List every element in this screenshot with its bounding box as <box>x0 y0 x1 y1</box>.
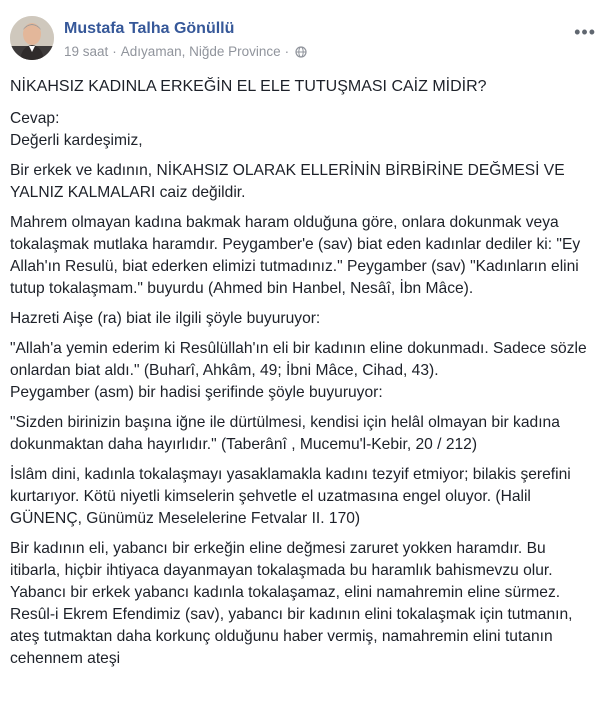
post-location[interactable]: Adıyaman, Niğde Province <box>120 44 281 59</box>
paragraph-quote-biat: "Allah'a yemin ederim ki Resûlüllah'ın eli bir kadının eline dokunmadı. Sadece sözle onlardan biat aldı." (Buharî, Ahkâm, 49; İbni Mâce, Cihad, 43). Peygamber (asm) bir hadisi şerifinde şöyle buyuruyor: <box>10 340 587 401</box>
paragraph-answer: Cevap: Değerli kardeşimiz, <box>10 110 143 149</box>
post-meta <box>64 44 307 59</box>
post-title: NİKAHSIZ KADINLA ERKEĞİN EL ELE TUTUŞMASI CAİZ MİDİR? <box>10 78 487 95</box>
avatar[interactable] <box>10 16 54 60</box>
author-name[interactable]: Mustafa Talha Gönüllü <box>64 20 235 37</box>
paragraph-ruling: Bir erkek ve kadının, NİKAHSIZ OLARAK ELLERİNİN BİRBİRİNE DEĞMESİ VE YALNIZ KALMALARI caiz değildir. <box>10 162 565 201</box>
paragraph-hadith: "Sizden birinizin başına iğne ile dürtülmesi, kendisi için helâl olmayan bir kadına dokunmaktan daha hayırlıdır." (Taberânî , Mucemu'l-Kebir, 20 / 212) <box>10 414 560 453</box>
post-time[interactable]: 19 saat <box>64 44 109 59</box>
paragraph-haram: Bir kadının eli, yabancı bir erkeğin eline değmesi zaruret yokken haramdır. Bu itibarla, hiçbir ihtiyaca dayanmayan tokalaşmada bu haramlık bahismevzu olur. Yabancı bir erkek yabancı kadınla tokalaşamaz, elini namahremin eline sürmez. Resûl-i Ekrem Efendimiz (sav), yabancı bir kadının elini tokalaşmak için tutmanın, ateş tutmaktan daha korkunç olduğunu haber vermiş, namahremin elini tutanın cehennem ateşi <box>10 540 573 667</box>
paragraph-mahrem: Mahrem olmayan kadına bakmak haram olduğuna göre, onlara dokunmak veya tokalaşmak mutlaka haramdır. Peygamber'e (sav) biat eden kadınlar dediler ki: "Ey Allah'ın Resulü, biat ederken elimizi tutmadınız." Peygamber (sav) "Kadınların elini tutup tokalaşmam." buyurdu (Ahmed bin Hanbel, Nesâî, İbn Mâce). <box>10 214 581 297</box>
more-options-icon[interactable]: ••• <box>574 22 596 42</box>
meta-separator: · <box>112 44 117 59</box>
meta-separator-2: · <box>284 44 290 59</box>
post-header <box>10 14 600 66</box>
profile-photo-icon <box>10 16 54 60</box>
post-body <box>10 76 595 670</box>
paragraph-aise: Hazreti Aişe (ra) biat ile ilgili şöyle buyuruyor: <box>10 310 321 327</box>
paragraph-islam: İslâm dini, kadınla tokalaşmayı yasaklamakla kadını tezyif etmiyor; bilakis şerefini kurtarıyor. Kötü niyetli kimselerin şehvetle el uzatmasına engel oluyor. (Halil GÜNENÇ, Günümüz Meselelerine Fetvalar II. 170) <box>10 466 571 527</box>
globe-icon[interactable] <box>295 46 307 58</box>
